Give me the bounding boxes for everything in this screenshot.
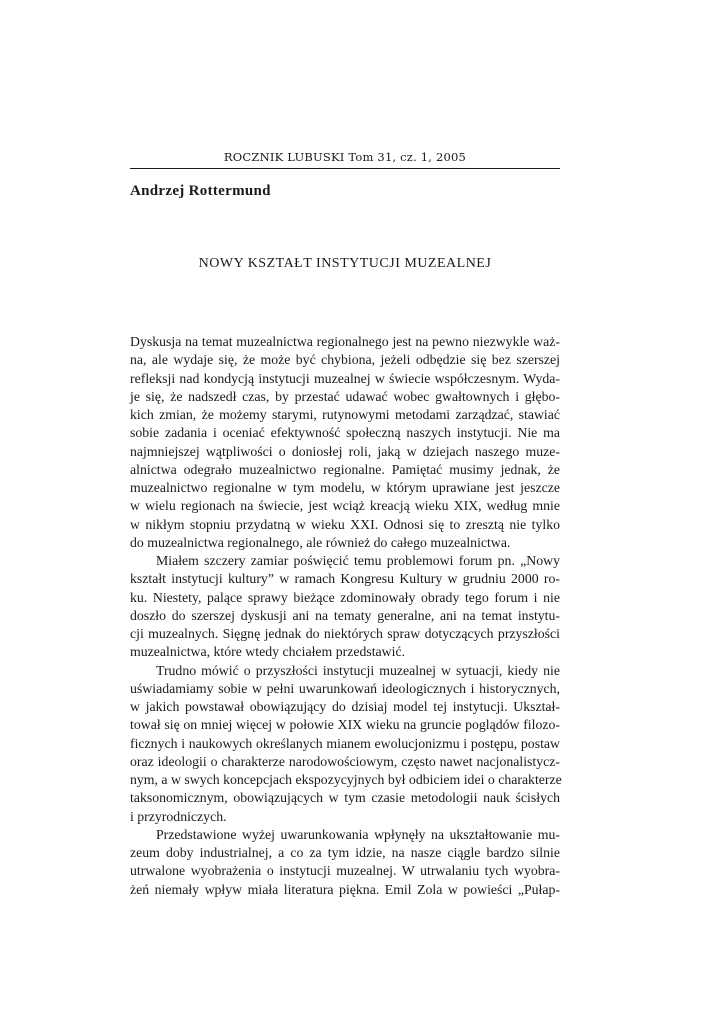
body-line: kich zmian, że możemy starymi, rutynowymi metodami zarządzać, stawiać bbox=[130, 407, 560, 422]
article-author: Andrzej Rottermund bbox=[130, 183, 271, 199]
body-line: sobie zadania i oceniać efektywność społeczną naszych instytucji. Nie ma bbox=[130, 425, 560, 441]
running-head: ROCZNIK LUBUSKI Tom 31, cz. 1, 2005 bbox=[223, 150, 467, 164]
body-line: w nikłym stopniu przydatną w wieku XXI. Odnosi się to zresztą nie tylko bbox=[130, 516, 560, 532]
body-line: kształt instytucji kultury” w ramach Kongresu Kultury w grudniu 2000 ro- bbox=[130, 571, 560, 587]
body-line: w wielu regionach na świecie, jest wciąż kreacją wieku XIX, według mnie bbox=[130, 498, 560, 514]
body-line: Dyskusja na temat muzealnictwa regionalnego jest na pewno niezwykle waż- bbox=[130, 334, 560, 349]
body-line: Miałem szczery zamiar poświęcić temu problemowi forum pn. „Nowy bbox=[156, 553, 560, 568]
body-line: muzealnictwo regionalne w tym modelu, w którym uprawiane jest jeszcze bbox=[130, 480, 560, 495]
body-line: ficznych i naukowych określanych mianem ewolucjonizmu i postępu, postaw bbox=[130, 735, 560, 751]
body-line: oraz ideologii o charakterze narodowościowym, często nawet nacjonalistycz- bbox=[130, 753, 560, 769]
body-line: najmniejszej wątpliwości o doniosłej roli, jaką w dziejach naszego muze- bbox=[130, 443, 560, 459]
body-line: alnictwa odegrało muzealnictwo regionalne. Pamiętać musimy jednak, że bbox=[130, 461, 560, 477]
body-line: i przyrodniczych. bbox=[130, 808, 227, 824]
body-line: żeń niemały wpływ miała literatura piękna. Emil Zola w powieści „Pułap- bbox=[130, 881, 560, 897]
body-line: je się, że nadszedł czas, by przestać udawać wobec gwałtownych i głębo- bbox=[130, 388, 560, 404]
body-line: Trudno mówić o przyszłości instytucji muzealnej w sytuacji, kiedy nie bbox=[156, 662, 560, 678]
body-line: refleksji nad kondycją instytucji muzealnej w świecie współczesnym. Wyda- bbox=[130, 370, 560, 386]
body-line: utrwalone wyobrażenia o instytucji muzealnej. W utrwalaniu tych wyobra- bbox=[130, 863, 560, 879]
body-line: uświadamiamy sobie w pełni uwarunkowań ideologicznych i historycznych, bbox=[130, 680, 560, 696]
body-line: w jakich powstawał obowiązujący do dzisiaj model tej instytucji. Ukształ- bbox=[130, 699, 560, 714]
body-line: na, ale wydaje się, że może być chybiona, jeżeli odbędzie się bez szerszej bbox=[130, 352, 560, 368]
body-line: taksonomicznym, obowiązujących w tym czasie metodologii nauk ścisłych bbox=[130, 790, 560, 806]
body-line: muzealnictwa, które wtedy chciałem przedstawić. bbox=[130, 644, 406, 660]
body-line: tował się on mniej więcej w połowie XIX wieku na gruncie poglądów filozo- bbox=[130, 717, 560, 733]
article-body bbox=[130, 333, 560, 899]
body-line: nym, a w swych koncepcjach ekspozycyjnych był odbiciem idei o charakterze bbox=[130, 772, 562, 787]
body-line: doszło do szerszej dyskusji ani na tematy generalne, ani na temat instytu- bbox=[130, 607, 560, 623]
body-line: do muzealnictwa regionalnego, ale również do całego muzealnictwa. bbox=[130, 534, 511, 550]
body-line: zeum doby industrialnej, a co za tym idzie, na nasze ciągle bardzo silnie bbox=[130, 845, 560, 860]
body-line: cji muzealnych. Sięgnę jednak do niektórych spraw dotyczących przyszłości bbox=[130, 626, 560, 641]
body-line: Przedstawione wyżej uwarunkowania wpłynęły na ukształtowanie mu- bbox=[156, 826, 560, 842]
article-title: NOWY KSZTAŁT INSTYTUCJI MUZEALNEJ bbox=[198, 256, 492, 271]
body-line: ku. Niestety, palące sprawy bieżące zdominowały obrady tego forum i nie bbox=[130, 589, 560, 605]
header-rule bbox=[130, 168, 560, 169]
